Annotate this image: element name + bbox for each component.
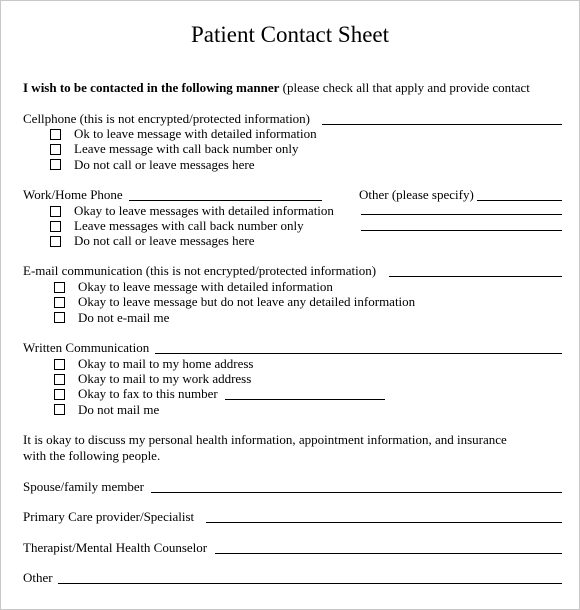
other-specify-label: Other (please specify): [359, 187, 474, 202]
primary-care-field[interactable]: [206, 522, 562, 523]
email-option-1-checkbox[interactable]: [54, 282, 65, 293]
email-label: E-mail communication (this is not encrypted/protected information): [23, 263, 377, 278]
work-option-3-label: Do not call or leave messages here: [74, 233, 255, 248]
written-option-3-label: Okay to fax to this number: [78, 386, 218, 401]
work-option-3-checkbox[interactable]: [50, 236, 61, 247]
written-label: Written Communication: [23, 340, 150, 355]
spouse-label: Spouse/family member: [23, 479, 144, 494]
email-option-1-label: Okay to leave message with detailed information: [78, 279, 333, 294]
written-option-2-checkbox[interactable]: [54, 374, 65, 385]
email-option-3-label: Do not e-mail me: [78, 310, 170, 325]
instructions-bold: I wish to be contacted in the following manner: [23, 80, 280, 95]
other-person-label: Other: [23, 570, 53, 585]
other-specify-field-2[interactable]: [361, 214, 562, 215]
written-option-2-label: Okay to mail to my work address: [78, 371, 252, 386]
instructions-rest: (please check all that apply and provide contact: [279, 80, 530, 95]
work-option-1-checkbox[interactable]: [50, 206, 61, 217]
other-person-field[interactable]: [58, 583, 562, 584]
email-option-2-checkbox[interactable]: [54, 297, 65, 308]
work-option-2-label: Leave messages with call back number only: [74, 218, 304, 233]
cellphone-option-2-checkbox[interactable]: [50, 144, 61, 155]
email-option-3-checkbox[interactable]: [54, 312, 65, 323]
cellphone-option-3-checkbox[interactable]: [50, 159, 61, 170]
therapist-field[interactable]: [215, 553, 562, 554]
written-option-3-checkbox[interactable]: [54, 389, 65, 400]
other-specify-field[interactable]: [477, 200, 562, 201]
other-specify-field-3[interactable]: [361, 230, 562, 231]
cellphone-option-1-checkbox[interactable]: [50, 129, 61, 140]
fax-number-field[interactable]: [225, 399, 385, 400]
cellphone-number-field[interactable]: [322, 124, 562, 125]
cellphone-label: Cellphone (this is not encrypted/protected information): [23, 111, 311, 126]
email-option-2-label: Okay to leave message but do not leave any detailed information: [78, 294, 416, 309]
written-address-field[interactable]: [155, 353, 562, 354]
email-address-field[interactable]: [389, 276, 562, 277]
discuss-statement-line-2: with the following people.: [23, 448, 161, 463]
discuss-statement-line-1: It is okay to discuss my personal health information, appointment information, and insurance: [23, 432, 507, 447]
written-option-1-label: Okay to mail to my home address: [78, 356, 254, 371]
cellphone-option-3-label: Do not call or leave messages here: [74, 157, 255, 172]
cellphone-option-2-label: Leave message with call back number only: [74, 141, 299, 156]
written-option-1-checkbox[interactable]: [54, 359, 65, 370]
instructions: [23, 80, 530, 96]
page-title: Patient Contact Sheet: [190, 22, 389, 47]
work-option-2-checkbox[interactable]: [50, 221, 61, 232]
cellphone-option-1-label: Ok to leave message with detailed information: [74, 126, 317, 141]
work-home-phone-label: Work/Home Phone: [23, 187, 123, 202]
work-option-1-label: Okay to leave messages with detailed information: [74, 203, 334, 218]
primary-care-label: Primary Care provider/Specialist: [23, 509, 195, 524]
written-option-4-label: Do not mail me: [78, 402, 160, 417]
written-option-4-checkbox[interactable]: [54, 404, 65, 415]
spouse-field[interactable]: [151, 492, 562, 493]
work-home-phone-field[interactable]: [129, 200, 322, 201]
therapist-label: Therapist/Mental Health Counselor: [23, 540, 208, 555]
